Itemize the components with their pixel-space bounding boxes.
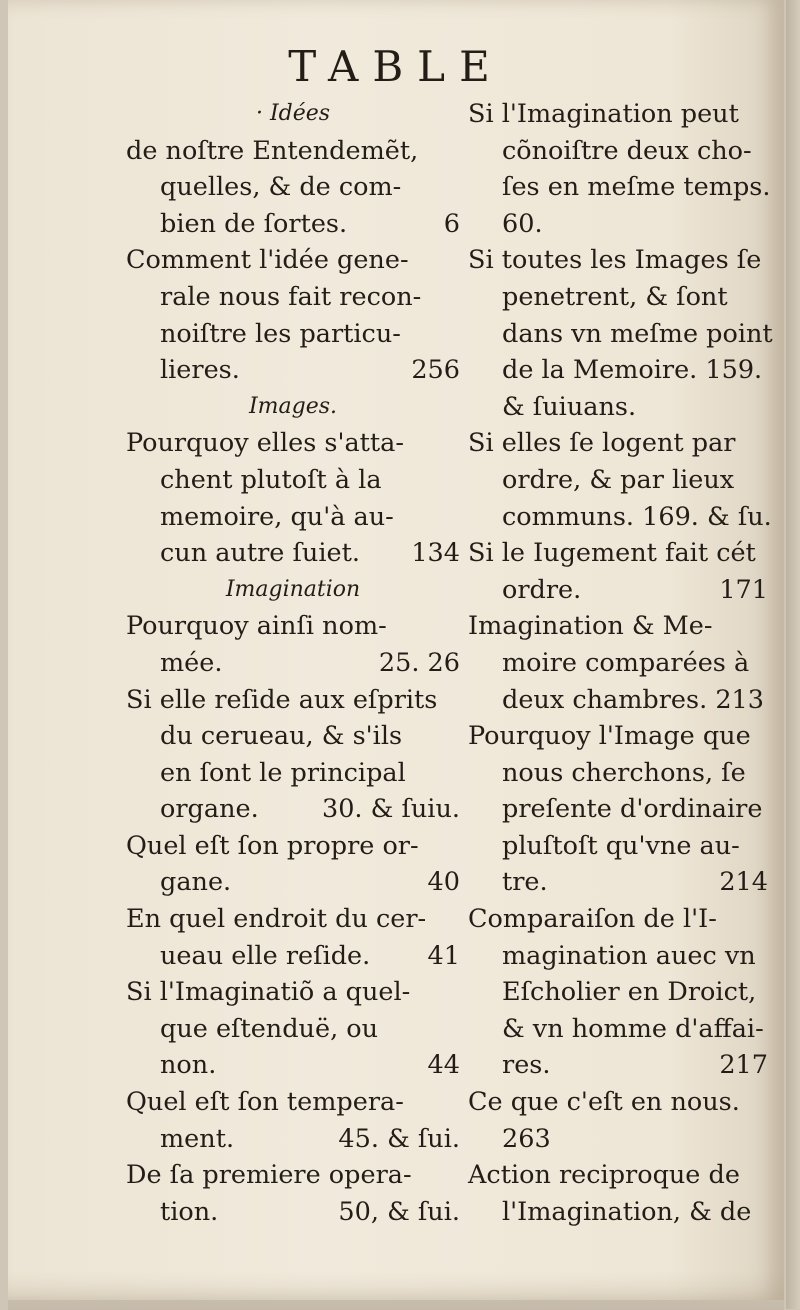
index-line [126,645,460,682]
index-line [126,316,460,353]
index-line-text: ſes en meſme temps. [502,172,771,203]
page-reference: 41 [427,940,460,971]
page-reference: 50, & ſui. [338,1196,460,1227]
index-line-text: & ſuiuans. [502,391,637,422]
index-line-text: En quel endroit du cer- [126,904,427,935]
page-reference: 44 [427,1050,460,1081]
index-line-text: Si l'Imaginatiõ a quel- [126,977,411,1008]
index-line-text: Comparaiſon de l'I- [468,904,717,935]
index-line [468,1194,768,1231]
index-heading [126,572,460,609]
index-line-text: preſente d'ordinaire [502,794,763,825]
index-line-text: penetrent, & ſont [502,281,728,312]
index-line-text: cõnoiſtre deux cho- [502,135,752,166]
index-line [468,96,768,133]
index-line [468,572,768,609]
index-line-text: noiſtre les particu- [160,318,401,349]
page-title: TABLE [288,42,504,91]
index-line [126,1047,460,1084]
index-line [468,974,768,1011]
index-line [468,389,768,426]
book-page [8,0,784,1300]
index-line-text: moire comparées à [502,647,750,678]
index-line-text: Imagination [225,576,361,602]
index-line [468,1121,768,1158]
index-line [468,791,768,828]
index-line-text: l'Imagination, & de [502,1196,752,1227]
index-line-text: ueau elle reſide. [160,940,371,971]
index-line [126,206,460,243]
index-line-text: lieres. [160,355,240,386]
index-line [468,499,772,536]
index-line [126,279,460,316]
index-line-text: Si elle reſide aux eſprits [126,684,438,715]
page-reference: 256 [411,355,460,386]
index-line-text: quelles, & de com- [160,172,402,203]
index-line [126,499,460,536]
index-line-text: 263 [502,1123,551,1154]
index-line-text: deux chambres. 213 [502,684,764,715]
index-line-text: Quel eſt ſon propre or- [126,830,419,861]
index-line [468,718,768,755]
index-line-text: communs. 169. & ſu. [502,501,772,532]
index-line [468,938,768,975]
index-line [126,169,460,206]
page-reference: 45. & ſui. [338,1123,460,1154]
index-line-text: Images. [248,393,338,419]
index-line [468,133,768,170]
index-line [468,755,768,792]
index-line-text: du cerueau, & s'ils [160,721,403,752]
index-heading [126,96,460,133]
index-line-text: res. [502,1050,551,1081]
index-line-text: Si toutes les Images ſe [468,245,762,276]
index-line-text: cun autre ſuiet. [160,538,360,569]
page-reference: 30. & ſuiu. [321,794,460,825]
index-line [468,1157,768,1194]
index-line [468,828,768,865]
index-line-text: tion. [160,1196,219,1227]
index-line-text: Pourquoy l'Image que [468,721,751,752]
index-line [468,462,768,499]
index-line-text: Pourquoy elles s'atta- [126,428,404,459]
index-line-text: de la Memoire. 159. [502,355,763,386]
index-line-text: magination auec vn [502,940,756,971]
index-line [126,535,460,572]
page-reference: 134 [411,538,460,569]
index-line-text: De ſa premiere opera- [126,1160,412,1191]
page-reference: 171 [719,574,768,605]
index-line-text: Imagination & Me- [468,611,713,642]
index-line-text: ment. [160,1123,235,1154]
index-line-text: pluſtoſt qu'vne au- [502,830,740,861]
index-line [468,425,768,462]
index-line-text: gane. [160,867,232,898]
index-line [126,1194,460,1231]
index-line [468,352,768,389]
index-line-text: Eſcholier en Droict, [502,977,757,1008]
index-line-text: chent plutoſt à la [160,464,382,495]
index-line [468,901,768,938]
index-line-text: nous cherchons, ſe [502,757,746,788]
index-line-text: ordre. [502,574,582,605]
index-line [468,1084,768,1121]
index-line-text: mée. [160,647,223,678]
index-line-text: Quel eſt ſon tempera- [126,1087,404,1118]
index-line-text: Ce que c'eſt en nous. [468,1087,740,1118]
index-line [126,1011,460,1048]
index-line-text: & vn homme d'affai- [502,1013,764,1044]
index-line [468,1011,768,1048]
page-bottom-shadow [8,1270,784,1310]
index-line [126,791,460,828]
index-line [126,352,460,389]
index-line-text: non. [160,1050,217,1081]
index-line [468,682,768,719]
index-line [468,242,768,279]
index-line-text: tre. [502,867,548,898]
index-line-text: ordre, & par lieux [502,464,735,495]
index-line [468,169,771,206]
index-line [126,608,460,645]
index-line-text: bien de ſortes. [160,208,348,239]
page-reference: 40 [427,867,460,898]
index-line-text: memoire, qu'à au- [160,501,394,532]
index-line [468,864,768,901]
index-column-right [468,96,773,1230]
index-line-text: organe. [160,794,259,825]
index-line [126,755,460,792]
index-line-text: Si l'Imagination peut [468,99,739,129]
index-line-text: 60. [502,208,543,239]
index-line-text: Si elles ſe logent par [468,428,736,459]
index-line [468,1047,768,1084]
index-line-text: Pourquoy ainſi nom- [126,611,387,642]
index-line [126,974,460,1011]
index-line [468,608,768,645]
index-line [126,133,460,170]
page-edge [786,0,800,1309]
index-line [126,901,460,938]
index-line [126,864,460,901]
index-line-text: Comment l'idée gene- [126,245,409,276]
index-heading [126,389,460,426]
index-line [126,1084,460,1121]
index-line [126,425,460,462]
index-line [468,316,773,353]
index-line [468,645,768,682]
index-line-text: dans vn meſme point [502,318,773,349]
index-line-text: de noſtre Entendemẽt, [126,135,419,166]
index-line-text: Si le Iugement fait cét [468,538,756,569]
index-line [126,1121,460,1158]
index-column-left [126,96,460,1230]
page-reference: 214 [719,867,768,898]
index-line [126,462,460,499]
index-line-text: rale nous fait recon- [160,281,422,312]
index-line [468,535,768,572]
index-line [468,206,768,243]
index-line [126,718,460,755]
page-reference: 6 [443,208,460,239]
index-line [126,242,460,279]
index-line [126,1157,460,1194]
page-reference: 217 [719,1050,768,1081]
index-line [468,279,768,316]
index-line-text: que eſtenduë, ou [160,1013,379,1044]
index-line [126,828,460,865]
index-line-text: · Idées [255,101,331,126]
index-line-text: Action reciproque de [468,1160,740,1191]
index-line [126,938,460,975]
page-reference: 25. 26 [378,647,460,678]
index-line [126,682,460,719]
index-line-text: en ſont le principal [160,757,406,788]
